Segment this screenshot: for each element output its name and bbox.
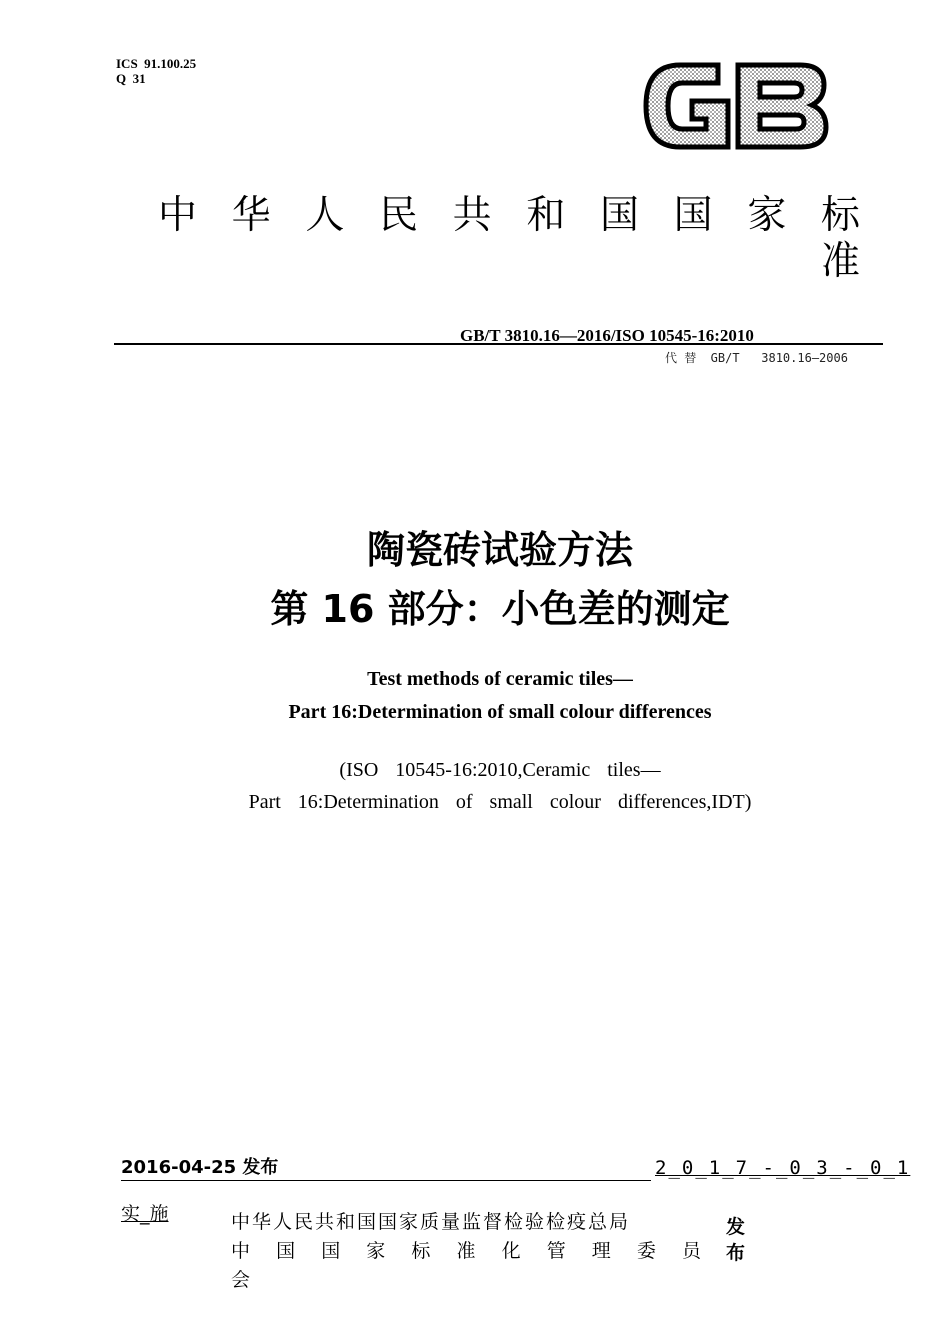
ics-line: ICS 91.100.25 <box>116 56 197 71</box>
title-cn-line1: 陶瓷砖试验方法 <box>366 528 633 572</box>
iso-reference-line1: (ISO 10545-16:2010,Ceramic tiles— <box>339 759 661 781</box>
ccs-line: Q 31 <box>116 71 146 86</box>
title-cn-line2: 第 16 部分：小色差的测定 <box>270 587 730 631</box>
issuer-line1: 中华人民共和国国家质量监督检验检疫总局 <box>231 1211 631 1233</box>
replaces-standard: 代 替 GB/T 3810.16—2006 <box>665 351 848 365</box>
issue-label: 发布 <box>726 1216 746 1264</box>
issuer-line3: 会 <box>231 1269 251 1291</box>
ics-code <box>116 56 196 86</box>
implement-date: 2_0_1_7_-_0_3_-_0_1 <box>655 1157 911 1179</box>
title-en-line1: Test methods of ceramic tiles— <box>367 668 633 690</box>
national-standard-title: 中华人民共和国国家标准 <box>158 193 888 284</box>
gb-logo <box>640 57 830 155</box>
implement-label: 实_施 <box>121 1203 169 1225</box>
iso-reference-line2: Part 16:Determination of small colour differences,IDT) <box>248 791 752 813</box>
issuer-line2: 中国国家标准化管理委员 <box>231 1240 701 1262</box>
date-rule <box>121 1180 651 1181</box>
publish-date: 2016-04-25 发布 <box>121 1157 279 1178</box>
title-en-line2: Part 16:Determination of small colour differences <box>288 701 712 723</box>
standard-number: GB/T 3810.16—2016/ISO 10545-16:2010 <box>460 326 754 345</box>
